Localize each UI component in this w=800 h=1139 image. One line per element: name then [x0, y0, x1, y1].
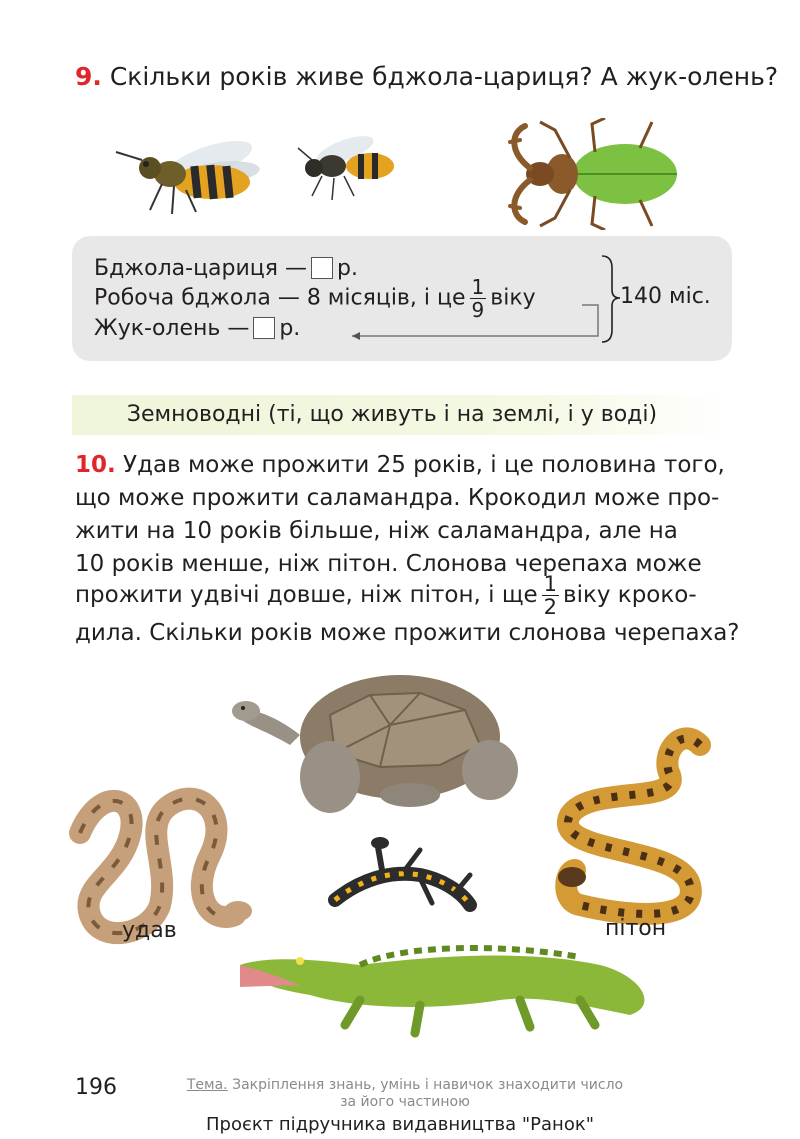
- fraction-denominator: 9: [471, 298, 485, 322]
- label-python: пітон: [605, 916, 667, 941]
- section-band-text: Земноводні (ті, що живуть і на землі, і у воді): [126, 402, 658, 427]
- salamander-image: [335, 837, 470, 905]
- theme-label: Тема.: [186, 1077, 228, 1093]
- scheme-unit: р.: [337, 256, 358, 281]
- theme-text-line-2: за його частиною: [340, 1094, 470, 1110]
- task-text: віку кроко-: [563, 582, 697, 608]
- fraction-denominator: 2: [543, 595, 558, 619]
- task-10-line-3: жити на 10 років більше, ніж саламандра, але на: [75, 518, 678, 544]
- theme-text: Закріплення знань, умінь і навичок знаходити число: [227, 1077, 624, 1093]
- scheme-label: Жук-олень —: [94, 316, 250, 341]
- task-number: 9.: [75, 62, 102, 91]
- fraction-numerator: 1: [543, 572, 558, 596]
- scheme-label: Робоча бджола — 8 місяців, і це: [94, 285, 466, 311]
- scheme-total: 140 міс.: [620, 284, 711, 309]
- queen-bee-image: [116, 133, 261, 214]
- brace-icon: [602, 256, 620, 342]
- connector-line: [352, 305, 598, 336]
- python-image: [558, 738, 700, 914]
- insects-illustration: [100, 118, 700, 230]
- task-10-line-5: [75, 573, 697, 618]
- task-10-line-1: [75, 452, 725, 478]
- task-text: прожити удвічі довше, ніж пітон, і ще: [75, 582, 538, 608]
- task-10-line-4: 10 років менше, ніж пітон. Слонова черепаха може: [75, 551, 702, 577]
- task-number: 10.: [75, 452, 116, 478]
- section-band: [72, 395, 732, 435]
- theme-note: [170, 1077, 640, 1111]
- worker-bee-image: [298, 130, 394, 200]
- task-question: Скільки років живе бджола-цариця? А жук-олень?: [101, 62, 779, 91]
- animals-illustration: [60, 665, 760, 1050]
- fraction: [542, 573, 559, 618]
- label-boa: удав: [122, 918, 177, 943]
- arrow-head-icon: [352, 332, 360, 340]
- task-10-line-6: дила. Скільки років може прожити слонова черепаха?: [75, 620, 740, 646]
- task-text: Удав може прожити 25 років, і це половина того,: [115, 452, 725, 478]
- task-10-line-2: що може прожити саламандра. Крокодил може про-: [75, 485, 720, 511]
- answer-box[interactable]: [253, 317, 275, 339]
- stag-beetle-image: [510, 118, 677, 230]
- scheme-unit: р.: [279, 316, 301, 341]
- task-9-title: [75, 62, 778, 91]
- scheme-label: Бджола-цариця —: [94, 256, 307, 281]
- scheme-connectors: [330, 250, 620, 350]
- boa-image: [80, 799, 252, 933]
- page-number: 196: [75, 1075, 117, 1100]
- tortoise-image: [232, 675, 518, 813]
- scheme-tail: віку: [490, 285, 536, 311]
- crocodile-image: [240, 948, 644, 1033]
- fraction-numerator: 1: [471, 275, 485, 299]
- scheme-row-stag-beetle: [94, 316, 300, 341]
- project-footer: Проєкт підручника видавництва "Ранок": [205, 1114, 594, 1135]
